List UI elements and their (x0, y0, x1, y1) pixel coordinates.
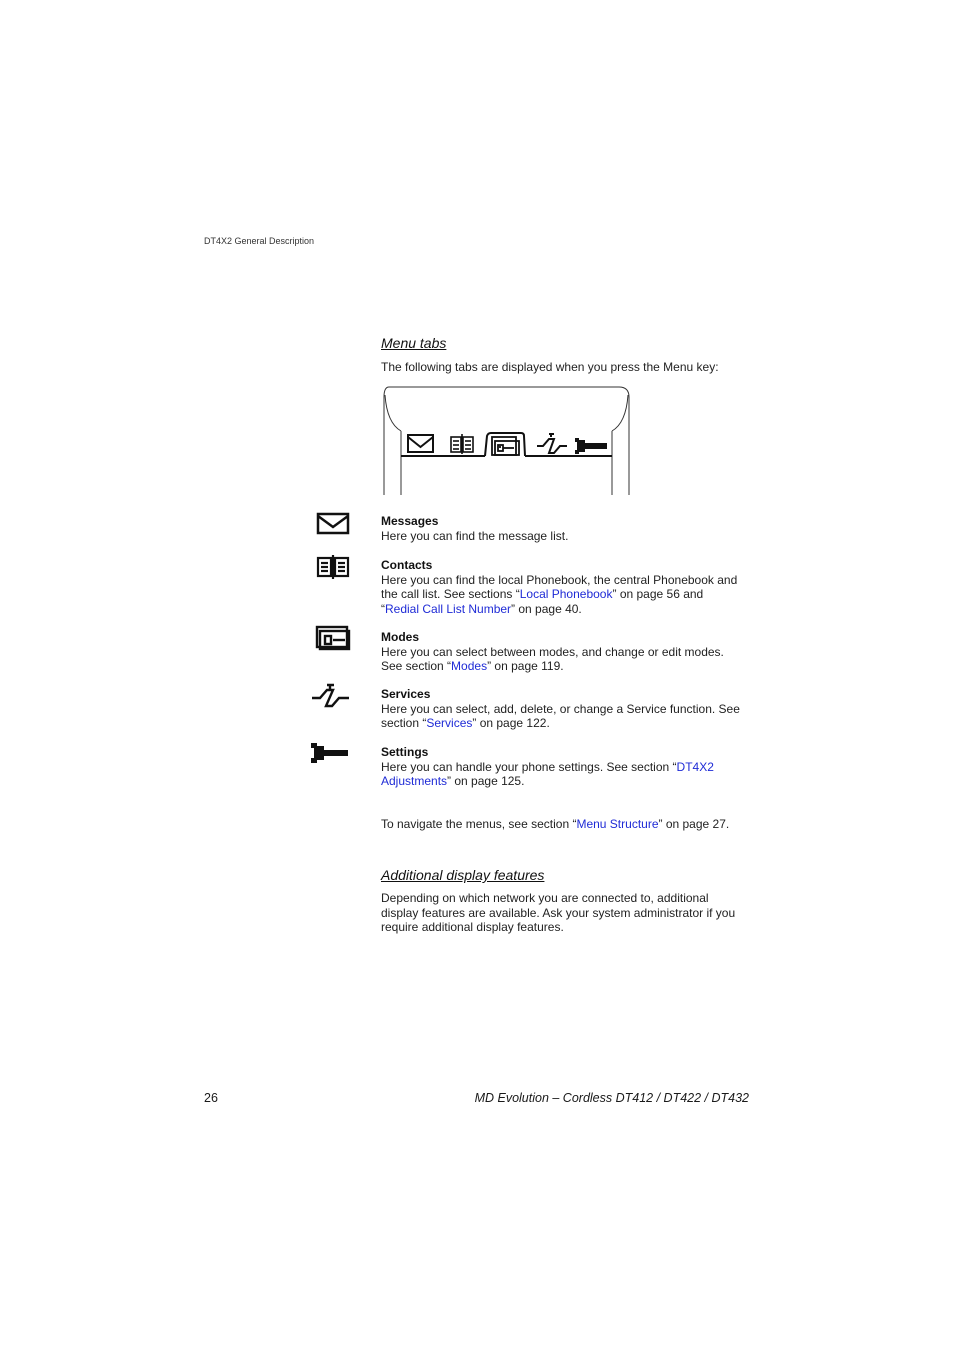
modes-link[interactable]: Modes (451, 659, 488, 674)
messages-envelope-icon (316, 512, 350, 536)
services-link[interactable]: Services (426, 716, 473, 731)
screen-wrench-icon (575, 438, 607, 454)
settings-title: Settings (381, 745, 429, 759)
services-block (381, 687, 753, 731)
services-line-1: Here you can select, add, delete, or change a Service function. See (381, 701, 740, 716)
screen-phonebook-icon (451, 434, 473, 454)
settings-line-1: Here you can handle your phone settings. See section “DT4X2 (381, 759, 714, 774)
settings-wrench-icon (310, 742, 350, 764)
settings-line-2: Adjustments” on page 125. (381, 774, 525, 789)
contacts-phonebook-icon (316, 555, 350, 579)
contacts-block (381, 558, 753, 616)
screen-envelope-icon (408, 435, 433, 452)
settings-block (381, 745, 753, 789)
contacts-line-2: the call list. See sections “Local Phonebook” on page 56 and (381, 587, 704, 602)
menu-tabs-heading: Menu tabs (381, 335, 447, 351)
contacts-title: Contacts (381, 558, 433, 572)
services-icon (311, 683, 351, 711)
page-number: 26 (204, 1091, 218, 1105)
modes-icon (315, 625, 351, 651)
modes-title: Modes (381, 630, 420, 644)
phone-display-illustration (381, 385, 633, 497)
services-title: Services (381, 687, 431, 701)
services-line-2: section “Services” on page 122. (381, 716, 550, 731)
modes-block (381, 630, 753, 674)
contacts-line-1: Here you can find the local Phonebook, the central Phonebook and (381, 572, 738, 587)
menu-structure-link[interactable]: Menu Structure (576, 817, 659, 831)
navigate-paragraph: To navigate the menus, see section “Menu Structure” on page 27. (381, 817, 730, 831)
additional-features-paragraph: Depending on which network you are connected to, additional display features are available. Ask your system administrator if you require additional display features. (381, 891, 736, 935)
additional-features-heading: Additional display features (381, 867, 545, 883)
modes-line-1: Here you can select between modes, and change or edit modes. (381, 644, 724, 659)
redial-call-list-link[interactable]: Redial Call List Number (385, 601, 512, 616)
messages-block (381, 514, 753, 543)
screen-services-icon (537, 434, 567, 453)
messages-title: Messages (381, 514, 439, 528)
modes-line-2: See section “Modes” on page 119. (381, 659, 564, 674)
local-phonebook-link[interactable]: Local Phonebook (519, 587, 613, 602)
messages-description: Here you can find the message list. (381, 528, 569, 543)
menu-tabs-intro: The following tabs are displayed when you press the Menu key: (381, 360, 719, 374)
footer-doc-title: MD Evolution – Cordless DT412 / DT422 / DT432 (474, 1091, 749, 1105)
dt4x2-adjustments-link-part2[interactable]: Adjustments (381, 774, 448, 789)
dt4x2-adjustments-link-part1[interactable]: DT4X2 (676, 759, 714, 774)
running-header: DT4X2 General Description (204, 236, 315, 246)
screen-modes-icon (492, 437, 519, 455)
contacts-line-3: “Redial Call List Number” on page 40. (381, 601, 582, 616)
